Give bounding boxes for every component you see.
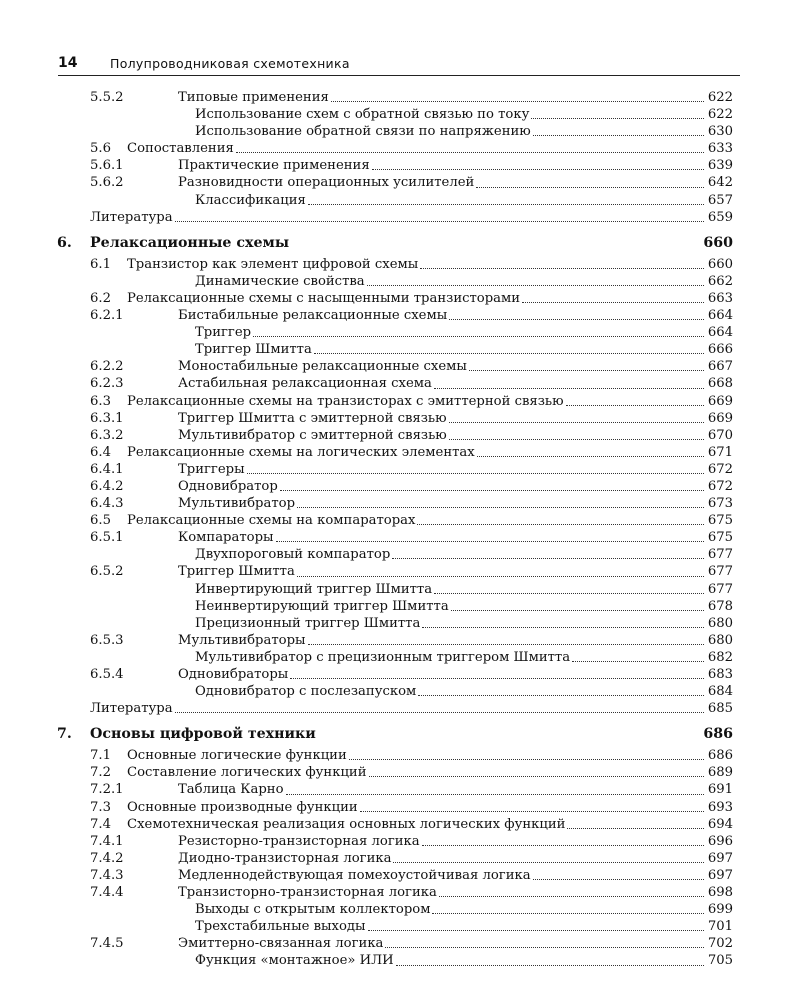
toc-entry-page: 675 <box>707 513 733 529</box>
toc-entry-title: Неинвертирующий триггер Шмитта <box>195 598 449 614</box>
dot-leader <box>422 844 704 846</box>
toc-entry-title: Транзистор как элемент цифровой схемы <box>127 256 419 272</box>
dot-leader <box>368 929 704 931</box>
toc-entry-page: 657 <box>707 192 733 208</box>
toc-entry-line <box>178 478 733 495</box>
toc-entry-line <box>127 444 733 461</box>
dot-leader <box>477 455 704 457</box>
toc-entry-line <box>178 461 733 478</box>
toc-entry-number: 6.3 <box>90 393 111 409</box>
toc-entry-page: 677 <box>707 581 733 597</box>
toc-entry[interactable] <box>90 747 733 764</box>
toc-entry-page: 697 <box>707 867 733 883</box>
toc-entry-title: Диодно-транзисторная логика <box>178 850 392 866</box>
toc-entry-number: 6.5.2 <box>90 564 124 580</box>
toc-entry-number: 6.2 <box>90 290 111 306</box>
toc-entry-title: Двухпороговый компаратор <box>195 547 391 563</box>
toc-entry[interactable] <box>90 495 733 512</box>
toc-entry-line <box>127 747 733 764</box>
toc-entry-page: 701 <box>707 919 733 935</box>
toc-entry-line <box>195 341 733 358</box>
toc-entry[interactable] <box>90 393 733 410</box>
toc-entry[interactable] <box>90 901 733 918</box>
toc-entry[interactable] <box>90 307 733 324</box>
toc-entry-number: 6.5 <box>90 513 111 529</box>
dot-leader <box>567 827 703 829</box>
dot-leader <box>369 775 704 777</box>
dot-leader <box>449 318 704 320</box>
toc-entry-line <box>127 512 733 529</box>
toc-entry-page: 673 <box>707 496 733 512</box>
toc-entry-line <box>178 89 733 106</box>
toc-entry-title: Бистабильные релаксационные схемы <box>178 308 448 324</box>
toc-entry-page: 663 <box>707 290 733 306</box>
toc-entry-page: 630 <box>707 124 733 140</box>
toc-entry-title: Трехстабильные выходы <box>195 919 366 935</box>
dot-leader <box>290 677 704 679</box>
toc-entry-page: 622 <box>707 107 733 123</box>
toc-entry-number: 6.2.2 <box>90 359 124 375</box>
toc-entry-line <box>195 106 733 123</box>
dot-leader <box>349 758 704 760</box>
toc-entry-number: 7.1 <box>90 748 111 764</box>
toc-entry-title: Астабильная релаксационная схема <box>178 376 432 392</box>
toc-entry-line <box>195 192 733 209</box>
toc-entry-line <box>127 140 733 157</box>
toc-chapter-entry[interactable] <box>57 724 733 745</box>
toc-entry[interactable] <box>90 174 733 191</box>
page-number: 14 <box>58 55 78 71</box>
toc-entry-page: 664 <box>707 325 733 341</box>
dot-leader <box>396 964 704 966</box>
toc-entry[interactable] <box>90 444 733 461</box>
toc-entry[interactable] <box>90 427 733 444</box>
toc-entry-line <box>127 764 733 781</box>
toc-entry[interactable] <box>90 884 733 901</box>
toc-entry[interactable] <box>90 581 733 598</box>
toc-entry-page: 672 <box>707 478 733 494</box>
toc-entry-title: Основные логические функции <box>127 748 347 764</box>
toc-entry-title: Одновибраторы <box>178 667 289 682</box>
toc-entry[interactable] <box>90 375 733 392</box>
toc-entry-title: Моностабильные релаксационные схемы <box>178 359 467 375</box>
toc-entry-page: 680 <box>707 615 733 631</box>
toc-entry-page: 677 <box>707 547 733 563</box>
toc-entry-title: Триггер <box>195 325 252 341</box>
toc-entry-line <box>90 724 733 745</box>
toc-entry-page: 684 <box>707 684 733 700</box>
toc-entry-page: 660 <box>703 234 733 251</box>
toc-entry[interactable] <box>90 918 733 935</box>
toc-entry[interactable] <box>90 89 733 106</box>
toc-entry-line <box>178 375 733 392</box>
toc-entry-line <box>90 233 733 254</box>
toc-entry-page: 697 <box>707 850 733 866</box>
toc-entry-page: 678 <box>707 598 733 614</box>
toc-entry-line <box>178 358 733 375</box>
toc-entry[interactable] <box>90 700 733 717</box>
toc-entry-page: 670 <box>707 427 733 443</box>
toc-entry-number: 7.4.1 <box>90 833 124 849</box>
toc-entry-number: 6.4.1 <box>90 461 124 477</box>
toc-entry-title: Релаксационные схемы на транзисторах с эмиттерной связью <box>127 393 564 409</box>
toc-entry-line <box>90 209 733 226</box>
toc-entry[interactable] <box>90 410 733 427</box>
toc-entry-page: 699 <box>707 902 733 918</box>
dot-leader <box>451 609 704 611</box>
toc-entry-title: Релаксационные схемы <box>90 234 290 251</box>
toc-entry-title: Основные производные функции <box>127 799 358 815</box>
toc-entry-page: 698 <box>707 885 733 901</box>
toc-entry-page: 669 <box>707 393 733 409</box>
toc-entry-title: Триггер Шмитта <box>178 564 295 580</box>
toc-entry-page: 639 <box>707 158 733 174</box>
dot-leader <box>280 489 704 491</box>
dot-leader <box>533 134 704 136</box>
toc-entry-line <box>178 529 733 546</box>
dot-leader <box>439 895 704 897</box>
toc-entry-page: 642 <box>707 175 733 191</box>
toc-entry-line <box>178 174 733 191</box>
toc-entry[interactable] <box>90 529 733 546</box>
dot-leader <box>434 387 704 389</box>
dot-leader <box>531 117 703 119</box>
toc-entry-number: 5.6.1 <box>90 158 124 174</box>
toc-entry-page: 705 <box>707 953 733 969</box>
toc-entry[interactable] <box>90 157 733 174</box>
toc-entry-line <box>178 833 733 850</box>
dot-leader <box>385 946 703 948</box>
toc-entry-line <box>178 495 733 512</box>
toc-entry-number: 6.5.3 <box>90 632 124 648</box>
dot-leader <box>286 793 704 795</box>
dot-leader <box>533 878 704 880</box>
toc-entry-page: 633 <box>707 141 733 157</box>
dot-leader <box>432 912 703 914</box>
toc-entry-title: Разновидности операционных усилителей <box>178 175 475 191</box>
toc-entry-title: Типовые применения <box>178 90 329 105</box>
toc-entry-number: 6.2.3 <box>90 376 124 392</box>
dot-leader <box>420 267 704 269</box>
dot-leader <box>393 861 703 863</box>
toc-entry-line <box>195 598 733 615</box>
toc-entry[interactable] <box>90 324 733 341</box>
toc-entry[interactable] <box>90 290 733 307</box>
toc-entry-number: 6.3.2 <box>90 427 124 443</box>
dot-leader <box>297 575 704 577</box>
toc-entry-line <box>178 563 733 580</box>
toc-entry-line <box>178 307 733 324</box>
toc-entry-number: 7.2 <box>90 765 111 781</box>
toc-entry-number: 5.5.2 <box>90 90 124 105</box>
toc-entry[interactable] <box>90 764 733 781</box>
toc-entry-page: 694 <box>707 816 733 832</box>
dot-leader <box>449 438 704 440</box>
toc-entry-line <box>195 581 733 598</box>
toc-entry-number: 7.4.4 <box>90 885 124 901</box>
toc-entry[interactable] <box>90 256 733 273</box>
toc-entry-number: 6.2.1 <box>90 308 124 324</box>
toc-entry-line <box>195 952 733 969</box>
toc-entry-page: 696 <box>707 833 733 849</box>
toc-entry-title: Схемотехническая реализация основных логических функций <box>127 816 566 832</box>
dot-leader <box>372 168 704 170</box>
toc-entry-title: Сопоставления <box>127 141 234 157</box>
toc-entry-title: Транзисторно-транзисторная логика <box>178 885 437 901</box>
toc-entry[interactable] <box>90 358 733 375</box>
toc-entry[interactable] <box>90 666 733 683</box>
toc-entry-page: 667 <box>707 359 733 375</box>
toc-entry-number: 7.2.1 <box>90 782 124 798</box>
toc-entry[interactable] <box>90 512 733 529</box>
toc-entry-title: Динамические свойства <box>195 273 365 289</box>
toc-entry-line <box>90 700 733 717</box>
toc-entry-line <box>195 918 733 935</box>
toc-entry[interactable] <box>90 192 733 209</box>
toc-entry-title: Использование обратной связи по напряжению <box>195 124 531 140</box>
toc-entry-line <box>127 256 733 273</box>
toc-entry-line <box>178 867 733 884</box>
toc-entry-number: 7.4.5 <box>90 936 124 952</box>
toc-entry[interactable] <box>90 478 733 495</box>
dot-leader <box>236 151 704 153</box>
toc-entry-line <box>195 615 733 632</box>
toc-entry-page: 683 <box>707 667 733 682</box>
dot-leader <box>392 557 704 559</box>
toc-entry-title: Инвертирующий триггер Шмитта <box>195 581 433 597</box>
toc-entry-page: 675 <box>707 530 733 546</box>
toc-entry-page: 668 <box>707 376 733 392</box>
toc-entry-line <box>178 410 733 427</box>
toc-entry[interactable] <box>90 563 733 580</box>
toc-entry-page: 660 <box>707 256 733 272</box>
dot-leader <box>175 711 704 713</box>
toc-entry-line <box>195 901 733 918</box>
toc-entry-line <box>178 850 733 867</box>
toc-entry-page: 664 <box>707 308 733 324</box>
toc-entry-title: Одновибратор <box>178 478 278 494</box>
toc-entry-title: Функция «монтажное» ИЛИ <box>195 953 394 969</box>
toc-entry-page: 691 <box>707 782 733 798</box>
toc-entry-number: 7. <box>57 726 72 743</box>
toc-entry-number: 6.4 <box>90 444 111 460</box>
dot-leader <box>297 506 704 508</box>
toc-entry[interactable] <box>90 546 733 563</box>
dot-leader <box>175 220 704 222</box>
toc-entry-title: Мультивибратор с эмиттерной связью <box>178 427 447 443</box>
dot-leader <box>434 592 704 594</box>
toc-entry-title: Практические применения <box>178 158 370 174</box>
toc-entry-number: 7.4.3 <box>90 867 124 883</box>
toc-entry-title: Классификация <box>195 192 306 208</box>
toc-entry-page: 622 <box>707 90 733 105</box>
toc-entry-page: 685 <box>707 701 733 717</box>
toc-entry-title: Триггеры <box>178 461 245 477</box>
toc-entry-page: 686 <box>703 726 733 743</box>
toc-entry[interactable] <box>90 935 733 952</box>
toc-entry-title: Литература <box>90 209 173 225</box>
toc-entry[interactable] <box>90 341 733 358</box>
toc-entry-number: 5.6.2 <box>90 175 124 191</box>
toc-entry-line <box>195 123 733 140</box>
toc-entry-title: Выходы с открытым коллектором <box>195 902 431 918</box>
toc-entry[interactable] <box>90 816 733 833</box>
toc-entry-title: Мультивибратор <box>178 496 296 512</box>
toc-entry-title: Медленнодействующая помехоустойчивая логика <box>178 867 531 883</box>
dot-leader <box>291 249 699 250</box>
toc-entry-line <box>127 816 733 833</box>
dot-leader <box>247 472 704 474</box>
toc-entry-line <box>195 324 733 341</box>
toc-entry-line <box>178 884 733 901</box>
toc-entry-page: 669 <box>707 410 733 426</box>
toc-entry-page: 702 <box>707 936 733 952</box>
toc-entry-page: 666 <box>707 342 733 358</box>
dot-leader <box>331 100 704 102</box>
dot-leader <box>522 301 704 303</box>
toc-entry-page: 672 <box>707 461 733 477</box>
toc-entry-title: Составление логических функций <box>127 765 367 781</box>
toc-entry-line <box>195 649 733 666</box>
dot-leader <box>253 335 704 337</box>
toc-entry-line <box>178 157 733 174</box>
toc-entry[interactable] <box>90 615 733 632</box>
toc-entry[interactable] <box>90 461 733 478</box>
toc-entry[interactable] <box>90 781 733 798</box>
toc-entry-line <box>127 290 733 307</box>
toc-entry-title: Прецизионный триггер Шмитта <box>195 615 421 631</box>
dot-leader <box>566 404 704 406</box>
toc-entry-title: Резисторно-транзисторная логика <box>178 833 420 849</box>
toc-entry[interactable] <box>90 649 733 666</box>
toc-entry-line <box>178 666 733 683</box>
toc-entry-title: Релаксационные схемы на компараторах <box>127 513 416 529</box>
toc-entry-title: Одновибратор с послезапуском <box>195 684 417 700</box>
toc-entry-line <box>127 393 733 410</box>
toc-entry-line <box>178 632 733 649</box>
toc-entry-number: 6.4.3 <box>90 496 124 512</box>
dot-leader <box>367 284 704 286</box>
toc-entry-number: 6.1 <box>90 256 111 272</box>
toc-entry-number: 6.3.1 <box>90 410 124 426</box>
toc-entry-title: Триггер Шмитта с эмиттерной связью <box>178 410 447 426</box>
toc-chapter-entry[interactable] <box>57 233 733 254</box>
dot-leader <box>308 203 704 205</box>
dot-leader <box>418 694 704 696</box>
toc-entry-number: 7.4 <box>90 816 111 832</box>
toc-entry-page: 671 <box>707 444 733 460</box>
toc-entry-line <box>178 935 733 952</box>
dot-leader <box>308 643 704 645</box>
toc-entry-page: 662 <box>707 273 733 289</box>
toc-entry-page: 659 <box>707 209 733 225</box>
toc-entry[interactable] <box>90 799 733 816</box>
toc-entry[interactable] <box>90 598 733 615</box>
toc-entry-page: 677 <box>707 564 733 580</box>
toc-entry-number: 6. <box>57 234 72 251</box>
toc-entry[interactable] <box>90 850 733 867</box>
dot-leader <box>572 660 704 662</box>
toc-entry-page: 689 <box>707 765 733 781</box>
toc-entry-page: 682 <box>707 649 733 665</box>
toc-entry-number: 5.6 <box>90 141 111 157</box>
toc-entry-title: Таблица Карно <box>178 782 284 798</box>
toc-entry[interactable] <box>90 632 733 649</box>
toc-entry[interactable] <box>90 952 733 969</box>
toc-entry-title: Компараторы <box>178 530 274 546</box>
table-of-contents <box>57 89 733 970</box>
toc-entry-page: 686 <box>707 748 733 764</box>
toc-entry-page: 693 <box>707 799 733 815</box>
running-title: Полупроводниковая схемотехника <box>110 56 350 71</box>
toc-entry[interactable] <box>90 123 733 140</box>
toc-entry[interactable] <box>90 273 733 290</box>
toc-entry-number: 7.4.2 <box>90 850 124 866</box>
toc-entry-number: 7.3 <box>90 799 111 815</box>
dot-leader <box>314 352 704 354</box>
toc-entry-number: 6.5.1 <box>90 530 124 546</box>
toc-entry-title: Триггер Шмитта <box>195 342 312 358</box>
toc-entry-title: Релаксационные схемы с насыщенными транзисторами <box>127 290 521 306</box>
toc-entry-title: Основы цифровой техники <box>90 726 316 743</box>
dot-leader <box>417 523 703 525</box>
toc-entry-line <box>178 427 733 444</box>
toc-entry[interactable] <box>90 867 733 884</box>
toc-entry-line <box>195 546 733 563</box>
toc-entry[interactable] <box>90 106 733 123</box>
toc-entry-title: Эмиттерно-связанная логика <box>178 936 384 952</box>
toc-entry-number: 6.4.2 <box>90 478 124 494</box>
toc-entry-line <box>127 799 733 816</box>
dot-leader <box>276 540 704 542</box>
toc-entry[interactable] <box>90 209 733 226</box>
toc-entry[interactable] <box>90 833 733 850</box>
toc-entry-line <box>178 781 733 798</box>
toc-entry-line <box>195 683 733 700</box>
toc-entry-page: 680 <box>707 632 733 648</box>
dot-leader <box>449 421 704 423</box>
toc-entry-title: Мультивибратор с прецизионным триггером Шмитта <box>195 649 571 665</box>
dot-leader <box>469 369 704 371</box>
dot-leader <box>422 626 704 628</box>
toc-entry[interactable] <box>90 140 733 157</box>
dot-leader <box>318 740 700 741</box>
toc-entry-title: Литература <box>90 701 173 717</box>
toc-entry[interactable] <box>90 683 733 700</box>
toc-entry-line <box>195 273 733 290</box>
dot-leader <box>476 186 704 188</box>
toc-entry-title: Релаксационные схемы на логических элементах <box>127 444 475 460</box>
toc-entry-title: Использование схем с обратной связью по току <box>195 107 530 123</box>
page-header <box>58 53 740 76</box>
toc-entry-number: 6.5.4 <box>90 667 124 682</box>
dot-leader <box>360 810 704 812</box>
toc-entry-title: Мультивибраторы <box>178 632 306 648</box>
